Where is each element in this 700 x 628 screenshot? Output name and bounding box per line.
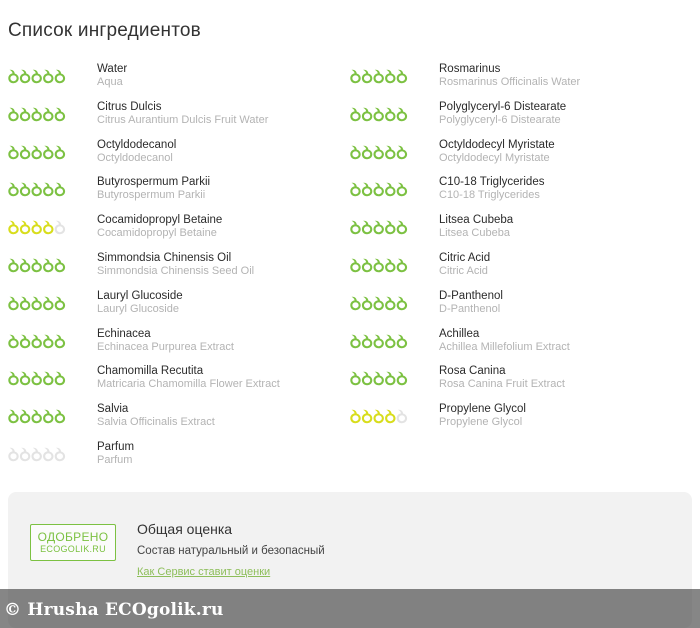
leaf-drop-icon: [374, 372, 384, 385]
leaf-drop-icon: [55, 259, 65, 272]
ingredient-name[interactable]: Octyldodecyl Myristate: [439, 138, 555, 151]
safety-rating: [350, 293, 410, 311]
ingredient-row[interactable]: [350, 137, 690, 175]
ingredient-row[interactable]: [8, 439, 348, 477]
leaf-drop-icon: [350, 334, 360, 347]
leaf-drop-icon: [20, 372, 30, 385]
leaf-drop-icon: [397, 372, 407, 385]
leaf-drop-icon: [20, 70, 30, 83]
badge-title: ОДОБРЕНО: [37, 529, 109, 544]
ingredient-name[interactable]: Butyrospermum Parkii: [97, 176, 211, 189]
ingredient-name[interactable]: Lauryl Glucoside: [97, 289, 183, 302]
leaf-drop-icon: [32, 372, 42, 385]
leaf-drop-icon: [385, 108, 395, 121]
ingredient-row[interactable]: [8, 326, 348, 364]
safety-rating: [350, 368, 410, 386]
leaf-drop-icon: [397, 334, 407, 347]
leaf-drop-icon: [55, 297, 65, 310]
leaf-drop-icon: [362, 221, 372, 234]
safety-rating: [350, 142, 410, 160]
ingredient-names: [97, 62, 127, 89]
leaf-drop-icon: [55, 410, 65, 423]
safety-rating: [350, 179, 410, 197]
ingredient-name[interactable]: Simmondsia Chinensis Oil: [97, 251, 232, 264]
leaf-drop-icon: [8, 259, 18, 272]
ingredient-name[interactable]: Citric Acid: [439, 251, 491, 264]
leaf-drop-icon: [32, 70, 42, 83]
ingredient-inci-name: Litsea Cubeba: [439, 227, 510, 240]
leaf-drop-icon: [8, 448, 18, 461]
leaf-drop-icon: [43, 183, 53, 196]
ingredient-row[interactable]: [8, 174, 348, 212]
leaf-drop-icon: [397, 70, 407, 83]
leaf-drop-icon: [20, 221, 30, 234]
leaf-drop-icon: [362, 297, 372, 310]
safety-rating: [8, 179, 68, 197]
approved-badge: [30, 524, 116, 561]
ingredient-row[interactable]: [8, 99, 348, 137]
leaf-drop-icon: [55, 372, 65, 385]
ingredient-inci-name: Propylene Glycol: [439, 416, 523, 429]
ingredient-inci-name: D-Panthenol: [439, 302, 501, 315]
ingredient-list-left: [8, 61, 348, 477]
leaf-drop-icon: [8, 183, 18, 196]
ingredient-names: [97, 364, 280, 391]
safety-rating: [350, 406, 410, 424]
rating-method-link[interactable]: Как Сервис ставит оценки: [137, 566, 271, 578]
leaf-drop-icon: [55, 183, 65, 196]
safety-rating: [8, 66, 68, 84]
ingredient-names: [439, 62, 580, 89]
leaf-drop-icon: [362, 259, 372, 272]
leaf-drop-icon: [397, 183, 407, 196]
ingredient-name[interactable]: Rosa Canina: [439, 365, 506, 378]
leaf-drop-icon: [43, 259, 53, 272]
ingredient-inci-name: Butyrospermum Parkii: [97, 189, 206, 202]
ingredient-name[interactable]: Parfum: [97, 440, 135, 453]
ingredient-name[interactable]: Cocamidopropyl Betaine: [97, 214, 223, 227]
ingredient-names: [439, 175, 544, 202]
ingredient-inci-name: Octyldodecanol: [97, 151, 173, 164]
safety-rating: [8, 104, 68, 122]
safety-rating: [350, 66, 410, 84]
leaf-drop-icon: [20, 334, 30, 347]
leaf-drop-icon: [32, 221, 42, 234]
leaf-drop-icon: [362, 372, 372, 385]
badge-site: ECOGOLIK.RU: [40, 543, 106, 554]
leaf-drop-icon: [55, 70, 65, 83]
safety-rating: [8, 406, 68, 424]
ingredient-row[interactable]: [350, 212, 690, 250]
safety-rating: [8, 331, 68, 349]
leaf-drop-icon: [43, 221, 53, 234]
ingredient-inci-name: Octyldodecyl Myristate: [439, 151, 550, 164]
safety-rating: [8, 293, 68, 311]
leaf-drop-icon: [43, 448, 53, 461]
ingredient-inci-name: Simmondsia Chinensis Seed Oil: [97, 264, 255, 277]
ingredient-row[interactable]: [8, 137, 348, 175]
leaf-drop-icon: [385, 297, 395, 310]
ingredient-row[interactable]: [350, 174, 690, 212]
ingredient-name[interactable]: Water: [97, 63, 128, 75]
leaf-drop-icon: [43, 372, 53, 385]
leaf-drop-icon: [374, 145, 384, 158]
summary-description: Состав натуральный и безопасный: [137, 545, 325, 557]
ingredient-names: [97, 100, 268, 127]
ingredient-names: [97, 138, 176, 165]
leaf-drop-icon: [32, 410, 42, 423]
ingredient-name[interactable]: Citrus Dulcis: [97, 100, 162, 113]
leaf-drop-icon: [20, 297, 30, 310]
ingredient-row[interactable]: [350, 363, 690, 401]
leaf-drop-icon: [32, 108, 42, 121]
ingredient-inci-name: Rosa Canina Fruit Extract: [439, 378, 565, 391]
ingredient-row[interactable]: [350, 99, 690, 137]
leaf-drop-icon: [32, 259, 42, 272]
safety-rating: [350, 255, 410, 273]
leaf-drop-icon: [374, 259, 384, 272]
leaf-drop-icon: [55, 221, 65, 234]
ingredient-inci-name: C10-18 Triglycerides: [439, 189, 540, 202]
leaf-drop-icon: [8, 108, 18, 121]
leaf-drop-icon: [55, 108, 65, 121]
leaf-drop-icon: [374, 221, 384, 234]
ingredient-names: [439, 138, 555, 165]
leaf-drop-icon: [362, 145, 372, 158]
leaf-drop-icon: [374, 410, 384, 423]
leaf-drop-icon: [20, 183, 30, 196]
leaf-drop-icon: [374, 297, 384, 310]
leaf-drop-icon: [362, 70, 372, 83]
leaf-drop-icon: [43, 108, 53, 121]
leaf-drop-icon: [43, 410, 53, 423]
leaf-drop-icon: [385, 334, 395, 347]
ingredient-name[interactable]: Salvia: [97, 403, 129, 416]
leaf-drop-icon: [385, 372, 395, 385]
leaf-drop-icon: [20, 145, 30, 158]
safety-rating: [8, 255, 68, 273]
ingredient-row[interactable]: [8, 288, 348, 326]
leaf-drop-icon: [397, 145, 407, 158]
leaf-drop-icon: [32, 297, 42, 310]
ingredient-inci-name: Rosmarinus Officinalis Water: [439, 76, 581, 88]
leaf-drop-icon: [350, 183, 360, 196]
watermark: © Hrusha ECOgolik.ru: [4, 600, 224, 620]
page-title: Список ингредиентов: [8, 20, 201, 41]
leaf-drop-icon: [55, 334, 65, 347]
leaf-drop-icon: [20, 410, 30, 423]
leaf-drop-icon: [32, 448, 42, 461]
leaf-drop-icon: [32, 145, 42, 158]
leaf-drop-icon: [385, 70, 395, 83]
leaf-drop-icon: [8, 297, 18, 310]
leaf-drop-icon: [8, 145, 18, 158]
ingredient-names: [97, 175, 210, 202]
ingredient-names: [439, 289, 503, 316]
summary-heading: Общая оценка: [137, 521, 233, 537]
safety-rating: [8, 142, 68, 160]
leaf-drop-icon: [385, 410, 395, 423]
leaf-drop-icon: [55, 448, 65, 461]
ingredient-name[interactable]: Octyldodecanol: [97, 138, 177, 151]
leaf-drop-icon: [350, 410, 360, 423]
ingredient-row[interactable]: [350, 250, 690, 288]
ingredient-inci-name: Aqua: [97, 76, 123, 88]
ingredient-inci-name: Cocamidopropyl Betaine: [97, 227, 217, 240]
leaf-drop-icon: [397, 221, 407, 234]
ingredient-inci-name: Echinacea Purpurea Extract: [97, 340, 234, 353]
ingredient-list-right: [350, 61, 690, 439]
ingredient-names: [97, 289, 183, 316]
leaf-drop-icon: [374, 108, 384, 121]
ingredient-inci-name: Citrus Aurantium Dulcis Fruit Water: [97, 113, 269, 126]
leaf-drop-icon: [43, 334, 53, 347]
leaf-drop-icon: [385, 259, 395, 272]
ingredient-name[interactable]: Chamomilla Recutita: [97, 365, 204, 378]
ingredient-name[interactable]: Echinacea: [97, 327, 151, 340]
leaf-drop-icon: [374, 70, 384, 83]
ingredient-names: [439, 213, 513, 240]
safety-rating: [8, 444, 68, 462]
ingredient-names: [439, 100, 566, 127]
leaf-drop-icon: [397, 259, 407, 272]
leaf-drop-icon: [362, 108, 372, 121]
ingredient-row[interactable]: [350, 326, 690, 364]
leaf-drop-icon: [350, 297, 360, 310]
safety-rating: [8, 217, 68, 235]
ingredient-names: [97, 213, 222, 240]
ingredient-row[interactable]: [350, 288, 690, 326]
leaf-drop-icon: [20, 259, 30, 272]
leaf-drop-icon: [55, 145, 65, 158]
leaf-drop-icon: [397, 410, 407, 423]
leaf-drop-icon: [385, 145, 395, 158]
ingredient-name[interactable]: D-Panthenol: [439, 289, 503, 302]
leaf-drop-icon: [362, 334, 372, 347]
safety-rating: [8, 368, 68, 386]
ingredient-name[interactable]: Propylene Glycol: [439, 403, 526, 416]
leaf-drop-icon: [32, 183, 42, 196]
safety-rating: [350, 217, 410, 235]
leaf-drop-icon: [43, 70, 53, 83]
ingredient-names: [97, 402, 215, 429]
leaf-drop-icon: [8, 410, 18, 423]
leaf-drop-icon: [8, 334, 18, 347]
leaf-drop-icon: [43, 297, 53, 310]
leaf-drop-icon: [350, 108, 360, 121]
leaf-drop-icon: [362, 410, 372, 423]
ingredient-row[interactable]: [8, 363, 348, 401]
ingredient-row[interactable]: [8, 401, 348, 439]
ingredient-inci-name: Parfum: [97, 453, 133, 466]
ingredient-names: [439, 327, 570, 354]
ingredient-inci-name: Polyglyceryl-6 Distearate: [439, 113, 561, 126]
ingredient-name[interactable]: Litsea Cubeba: [439, 214, 514, 227]
leaf-drop-icon: [397, 297, 407, 310]
leaf-drop-icon: [32, 334, 42, 347]
ingredient-names: [439, 251, 490, 278]
leaf-drop-icon: [350, 372, 360, 385]
ingredient-inci-name: Salvia Officinalis Extract: [97, 416, 215, 429]
leaf-drop-icon: [8, 70, 18, 83]
leaf-drop-icon: [20, 448, 30, 461]
leaf-drop-icon: [397, 108, 407, 121]
ingredient-row[interactable]: [350, 401, 690, 439]
ingredient-names: [97, 440, 134, 467]
leaf-drop-icon: [43, 145, 53, 158]
ingredient-name[interactable]: Rosmarinus: [439, 63, 501, 75]
leaf-drop-icon: [362, 183, 372, 196]
ingredient-inci-name: Matricaria Chamomilla Flower Extract: [97, 378, 280, 391]
ingredient-name[interactable]: Achillea: [439, 327, 480, 340]
leaf-drop-icon: [374, 183, 384, 196]
ingredient-inci-name: Achillea Millefolium Extract: [439, 340, 570, 353]
ingredient-names: [97, 251, 254, 278]
leaf-drop-icon: [20, 108, 30, 121]
ingredient-names: [439, 402, 526, 429]
leaf-drop-icon: [8, 372, 18, 385]
safety-rating: [350, 331, 410, 349]
leaf-drop-icon: [385, 183, 395, 196]
ingredient-inci-name: Citric Acid: [439, 264, 488, 277]
leaf-drop-icon: [350, 145, 360, 158]
leaf-drop-icon: [350, 221, 360, 234]
ingredient-names: [439, 364, 565, 391]
leaf-drop-icon: [374, 334, 384, 347]
safety-rating: [350, 104, 410, 122]
ingredient-name[interactable]: C10-18 Triglycerides: [439, 176, 545, 189]
leaf-drop-icon: [8, 221, 18, 234]
ingredient-row[interactable]: [8, 212, 348, 250]
leaf-drop-icon: [350, 70, 360, 83]
ingredient-row[interactable]: [350, 61, 690, 99]
ingredient-row[interactable]: [8, 61, 348, 99]
ingredient-name[interactable]: Polyglyceryl-6 Distearate: [439, 100, 567, 113]
leaf-drop-icon: [350, 259, 360, 272]
ingredient-inci-name: Lauryl Glucoside: [97, 302, 179, 315]
ingredient-names: [97, 327, 234, 354]
ingredient-row[interactable]: [8, 250, 348, 288]
leaf-drop-icon: [385, 221, 395, 234]
